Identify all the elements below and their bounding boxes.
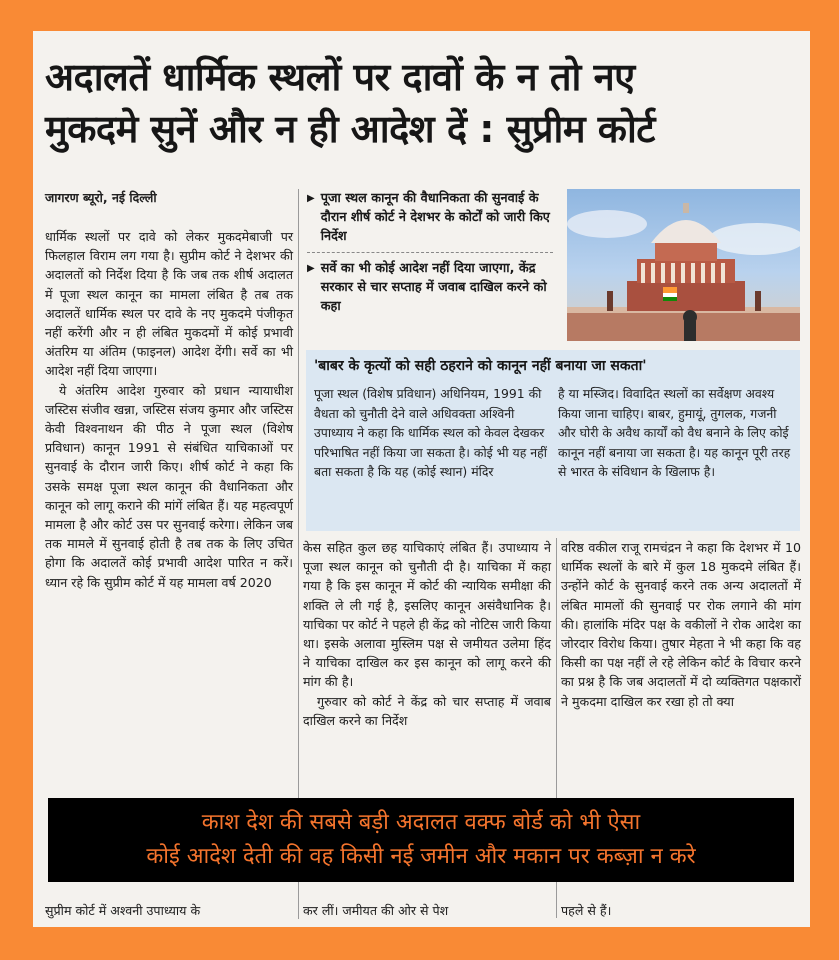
article-column-3 xyxy=(561,538,801,711)
article-column-1-tail xyxy=(45,901,293,920)
highlight-item xyxy=(307,189,553,246)
caption-line-2: कोई आदेश देती की वह किसी नई जमीन और मकान पर कब्ज़ा न करे xyxy=(146,844,696,869)
quote-box xyxy=(306,350,800,531)
article-paragraph: ये अंतरिम आदेश गुरुवार को प्रधान न्यायाधीश जस्टिस संजीव खन्ना, जस्टिस संजय कुमार और जस्टिस केवी विश्वनाथन की पीठ ने पूजा स्थल (विशेष प्रविधान) कानून 1991 से संबंधित याचिकाओं पर सुनवाई के दौरान जारी किए। शीर्ष कोर्ट ने कहा कि उसके समक्ष पूजा स्थल कानून की वैधानिकता और कानून को लागू कराने की मांगें लंबित हैं। यह महत्वपूर्ण मामला है और कोर्ट उस पर सुनवाई करेगा। लेकिन जब तक मामले में सुनवाई होती है तब तक के लिए उचित होगा कि अदालतें कोई प्रभावी आदेश पारित न करें। ध्यान रहे कि सुप्रीम कोर्ट में यह मामला वर्ष 2020 xyxy=(45,382,293,590)
article-paragraph: धार्मिक स्थलों पर दावे को लेकर मुकदमेबाजी पर फिलहाल विराम लग गया है। सुप्रीम कोर्ट ने देशभर की अदालतों को निर्देश दिया है कि जब तक शीर्ष अदालत में पूजा स्थल कानून का मामला लंबित है तब तक अदालतें धार्मिक स्थल पर दावे के नए मुकदमे पंजीकृत नहीं करेंगी और न ही लंबित मुकदमों में कोई प्रभावी अंतरिम या अंतिम (फाइनल) आदेश देंगी। सर्वे का भी आदेश नहीं दिया जाएगा। xyxy=(45,229,293,379)
headline-line-2: मुकदमे सुनें और न ही आदेश दें : सुप्रीम कोर्ट xyxy=(45,107,655,151)
highlight-divider xyxy=(307,252,553,253)
article-column-3-tail xyxy=(561,901,801,920)
supreme-court-illustration xyxy=(567,189,800,341)
quote-box-text-right: है या मस्जिद। विवादित स्थलों का सर्वेक्षण अवश्य किया जाना चाहिए। बाबर, हुमायूं, तुगलक, गजनी और घोरी के अवैध कार्यों को वैध बनाने के लिए कोई कानून नहीं बनाया जा सकता है। यह कानून पूरी तरह से भारत के संविधान के खिलाफ है। xyxy=(558,386,791,479)
newspaper-clipping xyxy=(33,31,810,927)
supreme-court-photo xyxy=(567,189,800,341)
quote-box-text-left: पूजा स्थल (विशेष प्रविधान) अधिनियम, 1991 की वैधता को चुनौती देने वाले अधिवक्ता अश्विनी उपाध्याय ने कहा कि धार्मिक स्थल को केवल देखकर परिभाषित नहीं किया जा सकता है। कोई भी यह नहीं बता सकता है कि यह (कोई स्थान) मंदिर xyxy=(314,386,547,479)
highlight-text: पूजा स्थल कानून की वैधानिकता की सुनवाई के दौरान शीर्ष कोर्ट ने देशभर के कोर्टों को जारी किए निर्देश xyxy=(320,191,550,244)
highlight-item xyxy=(307,259,553,316)
article-paragraph: वरिष्ठ वकील राजू रामचंद्रन ने कहा कि देशभर में 10 धार्मिक स्थलों के बारे में कुल 18 मुकदमे लंबित हैं। उन्होंने कोर्ट के सुनवाई करने तक अन्य अदालतों में लंबित मामलों की सुनवाई पर रोक लगाने की मांग की। हालांकि मंदिर पक्ष के वकीलों ने रोक आदेश का जोरदार विरोध किया। तुषार मेहता ने भी कहा कि वह किसी का पक्ष नहीं ले रहे लेकिन कोर्ट के विचार करने का प्रश्न है कि जब अदालतों में दो व्यक्तिगत पक्षकारों ने मुकदमा दाखिल कर रखा हो तो क्या xyxy=(561,540,801,709)
article-paragraph: केस सहित कुल छह याचिकाएं लंबित हैं। उपाध्याय ने पूजा स्थल कानून को चुनौती दी है। याचिका में कहा गया है कि इस कानून में कोर्ट की न्यायिक समीक्षा की शक्ति ले ली गई है, इसलिए कानून असंवैधानिक है। याचिका पर कोर्ट ने पहले ही केंद्र को नोटिस जारी किया था। इसके अलावा मुस्लिम पक्ष से जमीयत उलेमा हिंद ने याचिका दाखिल कर इस कानून को लागू करने की मांग की है। xyxy=(303,540,551,690)
article-column-1 xyxy=(45,227,293,592)
headline-line-1: अदालतें धार्मिक स्थलों पर दावों के न तो नए xyxy=(45,55,635,99)
caption-banner xyxy=(48,798,794,882)
headline xyxy=(45,51,800,155)
article-column-2 xyxy=(303,538,551,730)
triangle-bullet-icon: ▶ xyxy=(307,193,315,204)
article-paragraph: पहले से हैं। xyxy=(561,903,612,918)
article-paragraph: सुप्रीम कोर्ट में अश्वनी उपाध्याय के xyxy=(45,903,201,918)
byline: जागरण ब्यूरो, नई दिल्ली xyxy=(45,190,157,205)
highlight-text: सर्वे का भी कोई आदेश नहीं दिया जाएगा, केंद्र सरकार से चार सप्ताह में जवाब दाखिल करने को कहा xyxy=(320,261,547,314)
triangle-bullet-icon: ▶ xyxy=(307,263,315,274)
article-column-2-tail xyxy=(303,901,551,920)
article-paragraph: गुरुवार को कोर्ट ने केंद्र को चार सप्ताह में जवाब दाखिल करने का निर्देश xyxy=(303,693,551,728)
caption-line-1: काश देश की सबसे बड़ी अदालत वक्फ बोर्ड को भी ऐसा xyxy=(201,810,641,835)
article-paragraph: कर लीं। जमीयत की ओर से पेश xyxy=(303,903,449,918)
highlights-box xyxy=(307,189,553,316)
quote-box-title: 'बाबर के कृत्यों को सही ठहराने को कानून नहीं बनाया जा सकता' xyxy=(314,358,647,374)
